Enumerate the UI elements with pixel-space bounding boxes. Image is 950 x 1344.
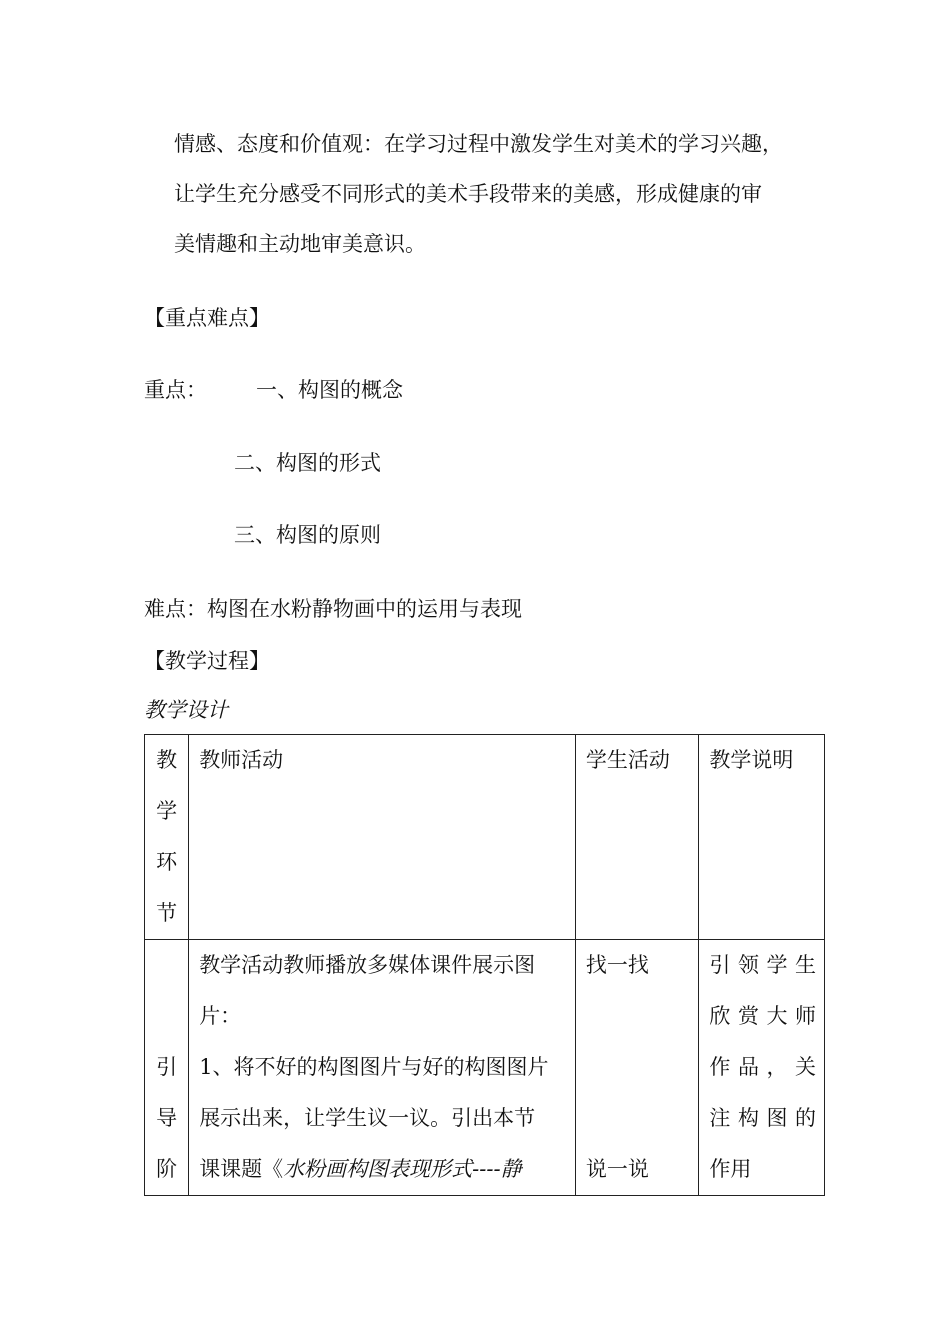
teacher-line: 片： — [199, 1004, 242, 1028]
difficulty-text: 难点：构图在水粉静物画中的运用与表现 — [144, 597, 522, 621]
teacher-line: 展示出来，让学生议一议。引出本节 — [199, 1106, 536, 1130]
focus-item-3: 三、构图的原则 — [234, 523, 381, 547]
note-line: 引领学生 — [709, 953, 816, 977]
intro-line-2: 让学生充分感受不同形式的美术手段带来的美感，形成健康的审 — [174, 182, 762, 206]
header-stage-cell — [145, 735, 189, 940]
teaching-note-cell — [699, 940, 825, 1196]
header-teacher-cell — [189, 735, 576, 940]
header-teacher-text: 教师活动 — [199, 748, 284, 772]
table-row — [145, 940, 825, 1196]
design-title: 教学设计 — [144, 698, 228, 722]
header-note-text: 教学说明 — [709, 748, 794, 772]
key-points-heading: 【重点难点】 — [144, 306, 270, 330]
header-note-cell — [699, 735, 825, 940]
header-stage-char: 环 — [156, 850, 178, 874]
focus-label: 重点： — [144, 378, 207, 402]
note-line: 作品，关 — [709, 1055, 816, 1079]
lesson-title-italic: 水粉画构图表现形式----静 — [283, 1157, 522, 1181]
teacher-line: 1、将不好的构图图片与好的构图图片 — [199, 1055, 549, 1079]
note-line: 注构图的 — [709, 1106, 816, 1130]
focus-item-2: 二、构图的形式 — [234, 451, 381, 475]
intro-line-3: 美情趣和主动地审美意识。 — [174, 232, 426, 256]
intro-line-1: 情感、态度和价值观：在学习过程中激发学生对美术的学习兴趣， — [174, 132, 783, 156]
student-activity-find: 找一找 — [585, 953, 649, 977]
stage-cell — [145, 940, 189, 1196]
header-stage-char: 教 — [156, 748, 178, 772]
stage-char: 导 — [156, 1106, 178, 1130]
stage-char: 引 — [156, 1055, 178, 1079]
header-student-text: 学生活动 — [585, 748, 670, 772]
note-line: 作用 — [709, 1157, 752, 1181]
student-activity-cell — [575, 940, 699, 1196]
teacher-line — [199, 1144, 569, 1195]
table-header-row — [145, 735, 825, 940]
teacher-line-prefix: 课课题《 — [199, 1157, 284, 1181]
header-student-cell — [575, 735, 699, 940]
lesson-table — [144, 734, 825, 1196]
teacher-line: 教学活动教师播放多媒体课件展示图 — [199, 953, 536, 977]
note-line: 欣赏大师 — [709, 1004, 816, 1028]
stage-char: 阶 — [156, 1157, 178, 1181]
focus-item-1: 一、构图的概念 — [256, 378, 403, 402]
process-heading: 【教学过程】 — [144, 649, 270, 673]
teacher-activity-cell — [189, 940, 576, 1196]
header-stage-char: 节 — [156, 901, 178, 925]
header-stage-char: 学 — [156, 799, 178, 823]
student-activity-say: 说一说 — [585, 1157, 649, 1181]
